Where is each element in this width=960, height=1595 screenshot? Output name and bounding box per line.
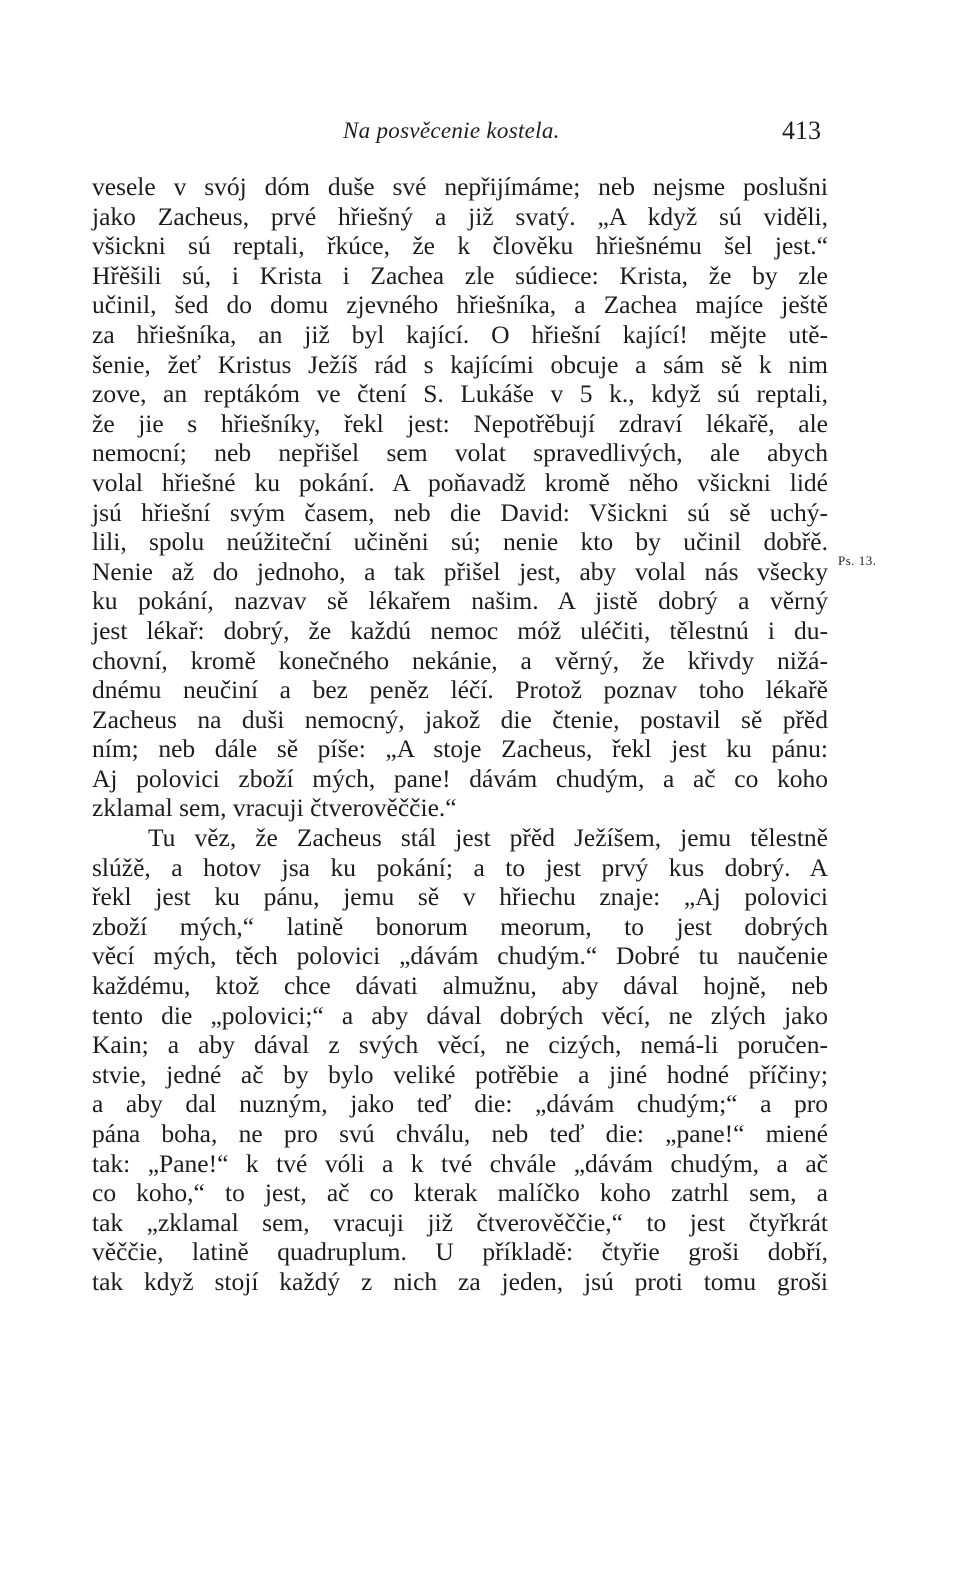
text-line: šenie, žeť Kristus Ježíš rád s kajícími obcuje a sám sě k nim (92, 349, 828, 379)
text-line: všickni sú reptali, řkúce, že k člověku hřiešnému šel jest.“ (92, 231, 828, 261)
paragraph-start-line: Tu věz, že Zacheus stál jest přěd Ježíšem, jemu tělestně (148, 823, 828, 853)
text-line: co koho,“ to jest, ač co kterak malíčko koho zatrhl sem, a (92, 1178, 828, 1208)
page-number: 413 (782, 116, 821, 145)
text-line: Aj polovici zboží mých, pane! dávám chudým, a ač co koho (92, 763, 828, 793)
text-line: a aby dal nuzným, jako teď die: „dávám chudým;“ a pro (92, 1089, 828, 1119)
text-line: jsú hřiešní svým časem, neb die David: Všickni sú sě uchý- (92, 497, 828, 527)
text-line: slúžě, a hotov jsa ku pokání; a to jest prvý kus dobrý. A (92, 852, 828, 882)
text-line: lili, spolu neúžiteční učiněni sú; nenie kto by učinil dobřě. (92, 527, 828, 557)
text-line: věcí mých, těch polovici „dávám chudým.“ Dobré tu naučenie (92, 941, 828, 971)
text-line: jest lékař: dobrý, že každú nemoc móž uléčiti, tělestnú i du- (92, 615, 828, 645)
text-line: každému, ktož chce dávati almužnu, aby dával hojně, neb (92, 971, 828, 1001)
running-title: Na posvěcenie kostela. (343, 118, 560, 143)
text-line: volal hřiešné ku pokání. A poňavadž kromě něho všickni lidé (92, 467, 828, 497)
body-text (92, 172, 828, 1297)
text-line: tak když stojí každý z nich za jeden, jsú proti tomu groši (92, 1266, 828, 1296)
paragraph-end-line: zklamal sem, vracuji čtverověččie.“ (92, 793, 457, 823)
text-line: jako Zacheus, prvé hřiešný a již svatý. „A když sú viděli, (92, 201, 828, 231)
text-line: pána boha, ne pro svú chválu, neb teď die: „pane!“ miené (92, 1119, 828, 1148)
text-line: nemocní; neb nepřišel sem volat spravedlivých, ale abych (92, 438, 828, 468)
text-line: vesele v svój dóm duše své nepřijímáme; neb nejsme poslušni (92, 172, 828, 201)
text-line: zove, an reptákóm ve čtení S. Lukáše v 5 k., když sú reptali, (92, 379, 828, 409)
text-line: stvie, jedné ač by bylo veliké potřěbie a jiné hodné příčiny; (92, 1059, 828, 1089)
text-line: ním; neb dále sě píše: „A stoje Zacheus, řekl jest ku pánu: (92, 734, 828, 764)
margin-note: Ps. 13. (838, 553, 877, 568)
text-line: zboží mých,“ latině bonorum meorum, to jest dobrých (92, 911, 828, 941)
text-line: věččie, latině quadruplum. U příkladě: čtyřie groši dobří, (92, 1237, 828, 1267)
text-line: dnému neučiní a bez peněz léčí. Protož poznav toho lékařě (92, 675, 828, 705)
text-line: za hřiešníka, an již byl kající. O hřiešní kající! mějte utě- (92, 319, 828, 349)
text-line: učinil, šed do domu zjevného hřiešníka, a Zachea majíce ještě (92, 290, 828, 320)
text-line: tak: „Pane!“ k tvé vóli a k tvé chvále „dávám chudým, a ač (92, 1148, 828, 1178)
text-line: tak „zklamal sem, vracuji již čtverověččie,“ to jest čtyřkrát (92, 1207, 828, 1237)
text-line: chovní, kromě konečného nekánie, a věrný, že křivdy nižá- (92, 645, 828, 675)
text-line: řekl jest ku pánu, jemu sě v hřiechu znaje: „Aj polovici (92, 882, 828, 912)
text-line: Kain; a aby dával z svých věcí, ne cizých, nemá-li poručen- (92, 1030, 828, 1060)
text-line: tento die „polovici;“ a aby dával dobrých věcí, ne zlých jako (92, 1000, 828, 1030)
text-line: Zacheus na duši nemocný, jakož die čtenie, postavil sě přěd (92, 704, 828, 734)
text-line: Nenie až do jednoho, a tak přišel jest, aby volal nás všecky (92, 556, 828, 586)
text-line: že jie s hřiešníky, řekl jest: Nepotřěbují zdraví lékařě, ale (92, 408, 828, 438)
text-line: ku pokání, nazvav sě lékařem našim. A jistě dobrý a věrný (92, 586, 828, 616)
text-line: Hřěšili sú, i Krista i Zachea zle súdiece: Krista, že by zle (92, 260, 828, 290)
page-header (0, 118, 960, 148)
